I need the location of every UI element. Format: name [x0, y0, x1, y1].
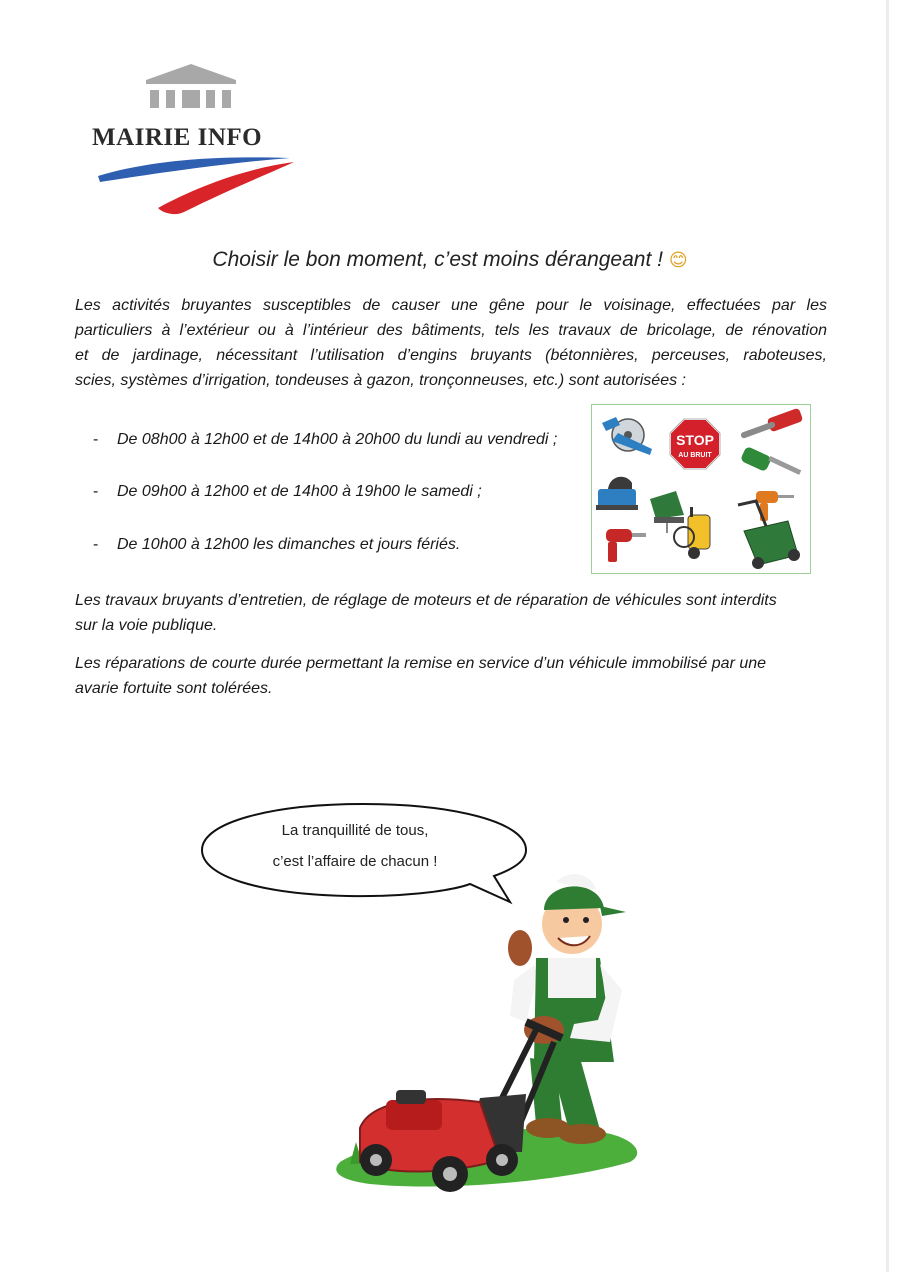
logo-title: MAIRIE INFO [92, 124, 263, 151]
gardener-mowing-illustration [330, 862, 650, 1202]
hedge-trimmer-icon [740, 446, 801, 475]
bubble-line-2: c’est l’affaire de chacun ! [272, 853, 438, 870]
repairs-paragraph [75, 651, 827, 701]
intro-paragraph [75, 293, 827, 393]
lawn-mower-tool-icon [738, 501, 800, 569]
stop-sublabel: AU BRUIT [678, 452, 712, 459]
vehicle-works-paragraph [75, 588, 827, 638]
jigsaw-icon [650, 491, 684, 533]
scan-edge-divider [886, 0, 889, 1272]
intro-line: Les activités bruyantes susceptibles de causer une gêne pour le voisinage, effectuées par les [75, 297, 827, 314]
paragraph-line: sur la voie publique. [75, 617, 218, 634]
dash-icon: - [93, 536, 99, 553]
red-drill-icon [606, 529, 646, 562]
schedule-item-sunday [93, 534, 460, 556]
schedule-text: De 08h00 à 12h00 et de 14h00 à 20h00 du lundi au vendredi ; [117, 431, 558, 448]
paragraph-line: Les travaux bruyants d’entretien, de réglage de moteurs et de réparation de véhicules sont interdits [75, 592, 777, 609]
dash-icon: - [93, 483, 99, 500]
schedule-text: De 09h00 à 12h00 et de 14h00 à 19h00 le samedi ; [117, 483, 482, 500]
schedule-item-weekdays [93, 429, 557, 451]
sander-icon [596, 477, 638, 510]
stop-label: STOP [676, 432, 714, 448]
bubble-line-1: La tranquillité de tous, [281, 822, 429, 839]
intro-line: et de jardinage, nécessitant l’utilisation d’engins bruyants (bétonnières, perceuses, raboteuses, [75, 347, 827, 364]
chainsaw-icon [740, 408, 803, 439]
paragraph-line: avarie fortuite sont tolérées. [75, 680, 273, 697]
page-title [0, 248, 900, 272]
circular-saw-icon [602, 417, 652, 455]
title-text: Choisir le bon moment, c’est moins dérangeant ! [212, 248, 663, 271]
intro-line: scies, systèmes d’irrigation, tondeuses à gazon, tronçonneuses, etc.) sont autorisées : [75, 372, 686, 389]
paragraph-line: Les réparations de courte durée permettant la remise en service d’un véhicule immobilisé par une [75, 655, 767, 672]
schedule-item-saturday [93, 481, 482, 503]
stop-noise-sign-icon [670, 419, 720, 469]
schedule-text: De 10h00 à 12h00 les dimanches et jours fériés. [117, 536, 461, 553]
power-tools-illustration [591, 404, 811, 574]
intro-line: particuliers à l’extérieur ou à l’intérieur des bâtiments, tels les travaux de bricolage, de rénovation [75, 322, 827, 339]
smiley-icon: 😊 [668, 250, 688, 270]
dash-icon: - [93, 431, 99, 448]
